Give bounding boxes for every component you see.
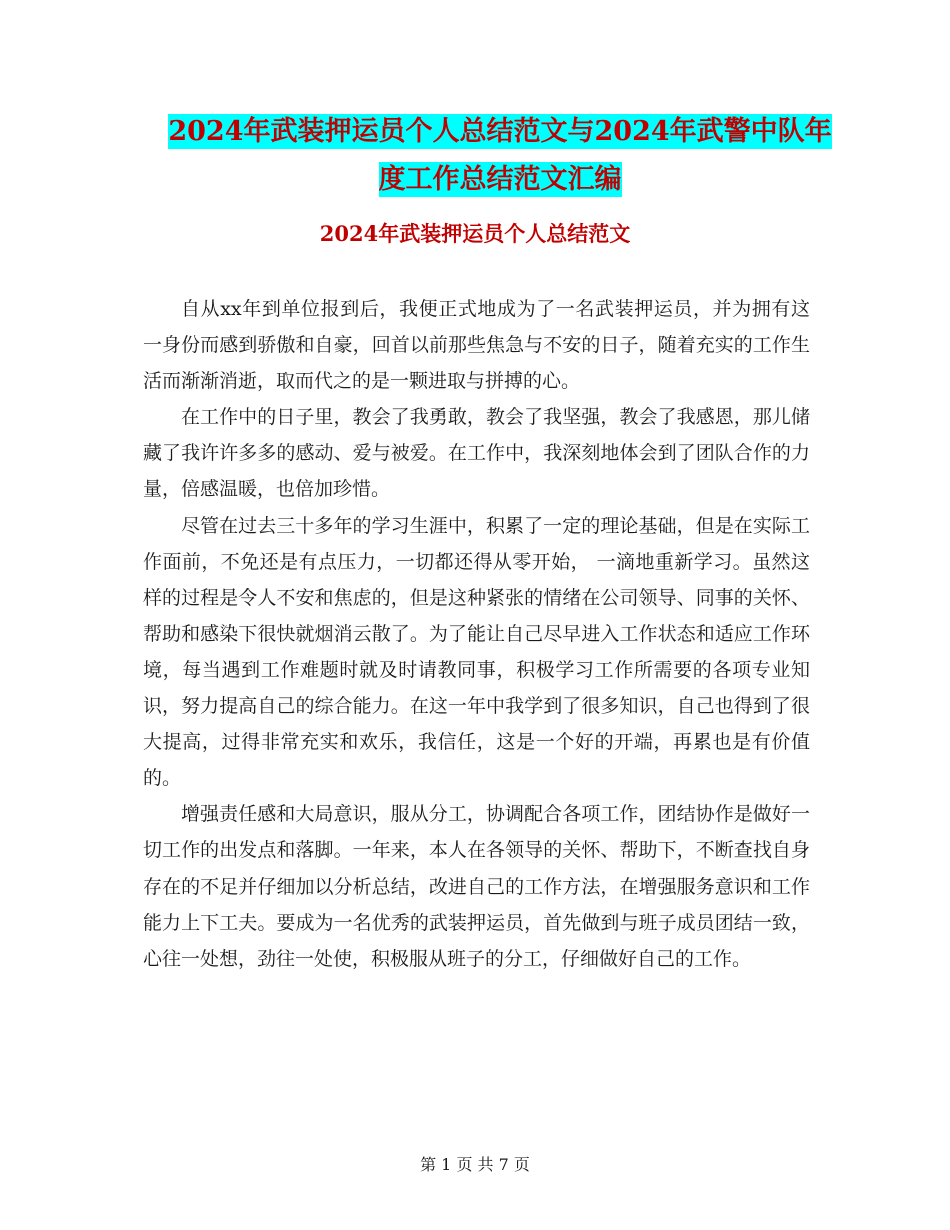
document-title	[130, 108, 870, 204]
paragraph: 自从xx年到单位报到后，我便正式地成为了一名武装押运员，并为拥有这一身份而感到骄傲和自豪，回首以前那些焦急与不安的日子，随着充实的工作生活而渐渐消逝，取而代之的是一颗进取与拼搏的心。	[143, 298, 810, 393]
page-footer: 第 1 页 共 7 页	[420, 1155, 530, 1174]
document-title-line-2: 度工作总结范文汇编	[378, 164, 622, 195]
section-title: 2024年武装押运员个人总结范文	[319, 221, 631, 246]
document-title-line-1: 2024年武装押运员个人总结范文与2024年武警中队年	[168, 116, 832, 147]
paragraph: 尽管在过去三十多年的学习生涯中，积累了一定的理论基础，但是在实际工作面前，不免还是有点压力，一切都还得从零开始， 一滴地重新学习。虽然这样的过程是令人不安和焦虑的，但是这种紧张的情绪在公司领导、同事的关怀、帮助和感染下很快就烟消云散了。为了能让自己尽早进入工作状态和适应工作环境，每当遇到工作难题时就及时请教同事，积极学习工作所需要的各项专业知识，努力提高自己的综合能力。在这一年中我学到了很多知识，自己也得到了很大提高，过得非常充实和欢乐，我信任，这是一个好的开端，再累也是有价值的。	[143, 514, 810, 790]
document-body	[143, 291, 810, 977]
paragraph: 增强责任感和大局意识，服从分工，协调配合各项工作，团结协作是做好一切工作的出发点和落脚。一年来，本人在各领导的关怀、帮助下，不断查找自身存在的不足并仔细加以分析总结，改进自己的工作方法，在增强服务意识和工作能力上下工夫。要成为一名优秀的武装押运员，首先做到与班子成员团结一致，心往一处想，劲往一处使，积极服从班子的分工，仔细做好自己的工作。	[143, 803, 810, 970]
paragraph: 在工作中的日子里，教会了我勇敢，教会了我坚强，教会了我感恩，那儿储藏了我许许多多的感动、爱与被爱。在工作中，我深刻地体会到了团队合作的力量，倍感温暖，也倍加珍惜。	[143, 406, 810, 501]
